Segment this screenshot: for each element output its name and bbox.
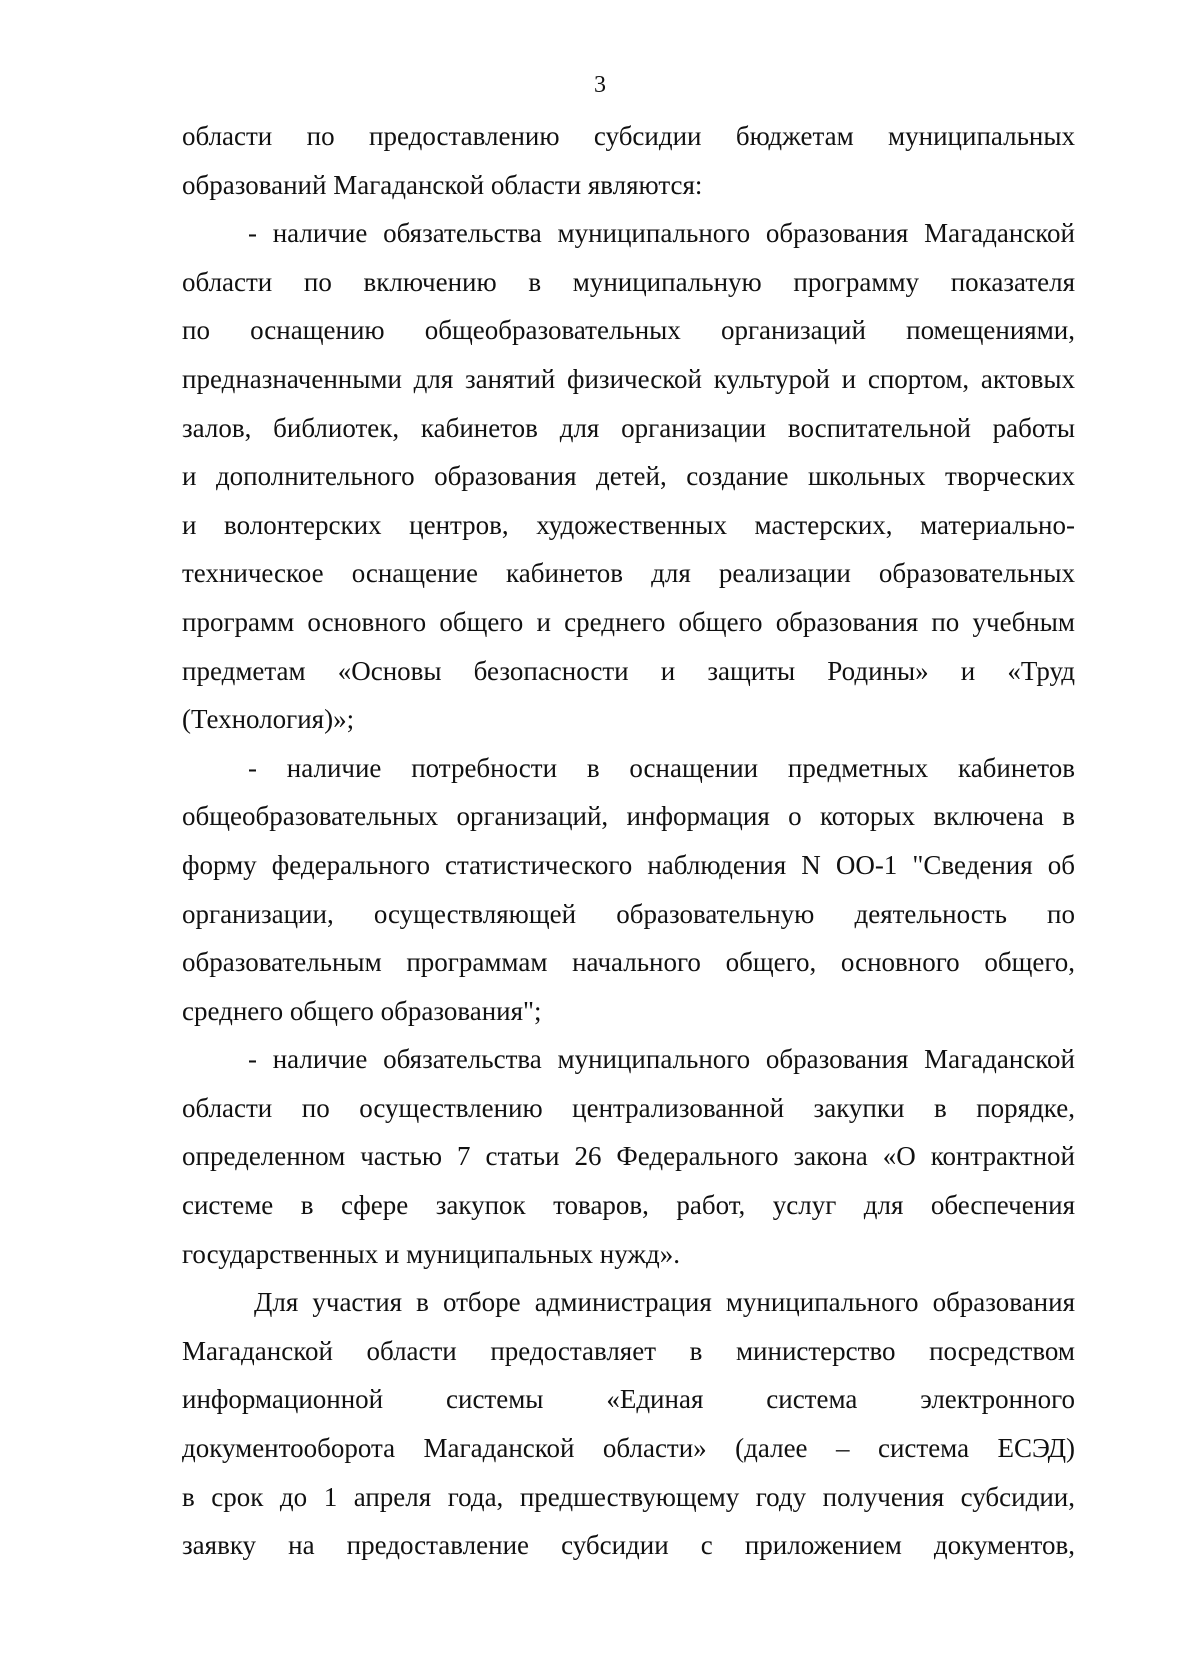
text-line: - наличие обязательства муниципального образования Магаданской: [248, 218, 1075, 249]
text-line: системе в сфере закупок товаров, работ, услуг для обеспечения: [182, 1190, 1075, 1221]
text-line: заявку на предоставление субсидии с приложением документов,: [182, 1530, 1075, 1561]
text-line: Магаданской области предоставляет в министерство посредством: [182, 1335, 1075, 1366]
text-line: области по осуществлению централизованной закупки в порядке,: [182, 1092, 1075, 1123]
text-line: организации, осуществляющей образовательную деятельность по: [182, 898, 1075, 929]
text-line: образовательным программам начального общего, основного общего,: [182, 947, 1075, 978]
text-line: документооборота Магаданской области» (далее – система ЕСЭД): [182, 1433, 1075, 1464]
text-line: определенном частью 7 статьи 26 Федерального закона «О контрактной: [182, 1141, 1075, 1172]
text-line: государственных и муниципальных нужд».: [182, 1238, 680, 1269]
text-line: и волонтерских центров, художественных мастерских, материально-: [182, 509, 1075, 540]
text-line: общеобразовательных организаций, информация о которых включена в: [182, 801, 1075, 832]
document-body: [182, 112, 1075, 1570]
text-line: форму федерального статистического наблюдения N ОО-1 "Сведения об: [182, 849, 1075, 880]
text-line: предназначенными для занятий физической культурой и спортом, актовых: [182, 363, 1075, 394]
text-line: по оснащению общеобразовательных организаций помещениями,: [182, 315, 1075, 346]
text-line: области по предоставлению субсидии бюджетам муниципальных: [182, 121, 1075, 151]
text-line: программ основного общего и среднего общего образования по учебным: [182, 606, 1075, 637]
text-line: - наличие потребности в оснащении предметных кабинетов: [248, 752, 1075, 783]
text-line: и дополнительного образования детей, создание школьных творческих: [182, 461, 1075, 492]
text-line: образований Магаданской области являются:: [182, 169, 703, 200]
text-line: - наличие обязательства муниципального образования Магаданской: [248, 1044, 1075, 1075]
text-line: области по включению в муниципальную программу показателя: [182, 266, 1075, 297]
text-line: залов, библиотек, кабинетов для организации воспитательной работы: [182, 412, 1075, 443]
text-line: информационной системы «Единая система электронного: [182, 1384, 1075, 1415]
text-line: предметам «Основы безопасности и защиты Родины» и «Труд: [182, 655, 1075, 686]
text-line: техническое оснащение кабинетов для реализации образовательных: [182, 558, 1075, 589]
text-line: (Технология)»;: [182, 704, 355, 735]
text-line: среднего общего образования";: [182, 995, 542, 1026]
page-number: 3: [594, 72, 606, 98]
text-line: в срок до 1 апреля года, предшествующему году получения субсидии,: [182, 1481, 1075, 1512]
text-line: Для участия в отборе администрация муниципального образования: [254, 1287, 1075, 1318]
